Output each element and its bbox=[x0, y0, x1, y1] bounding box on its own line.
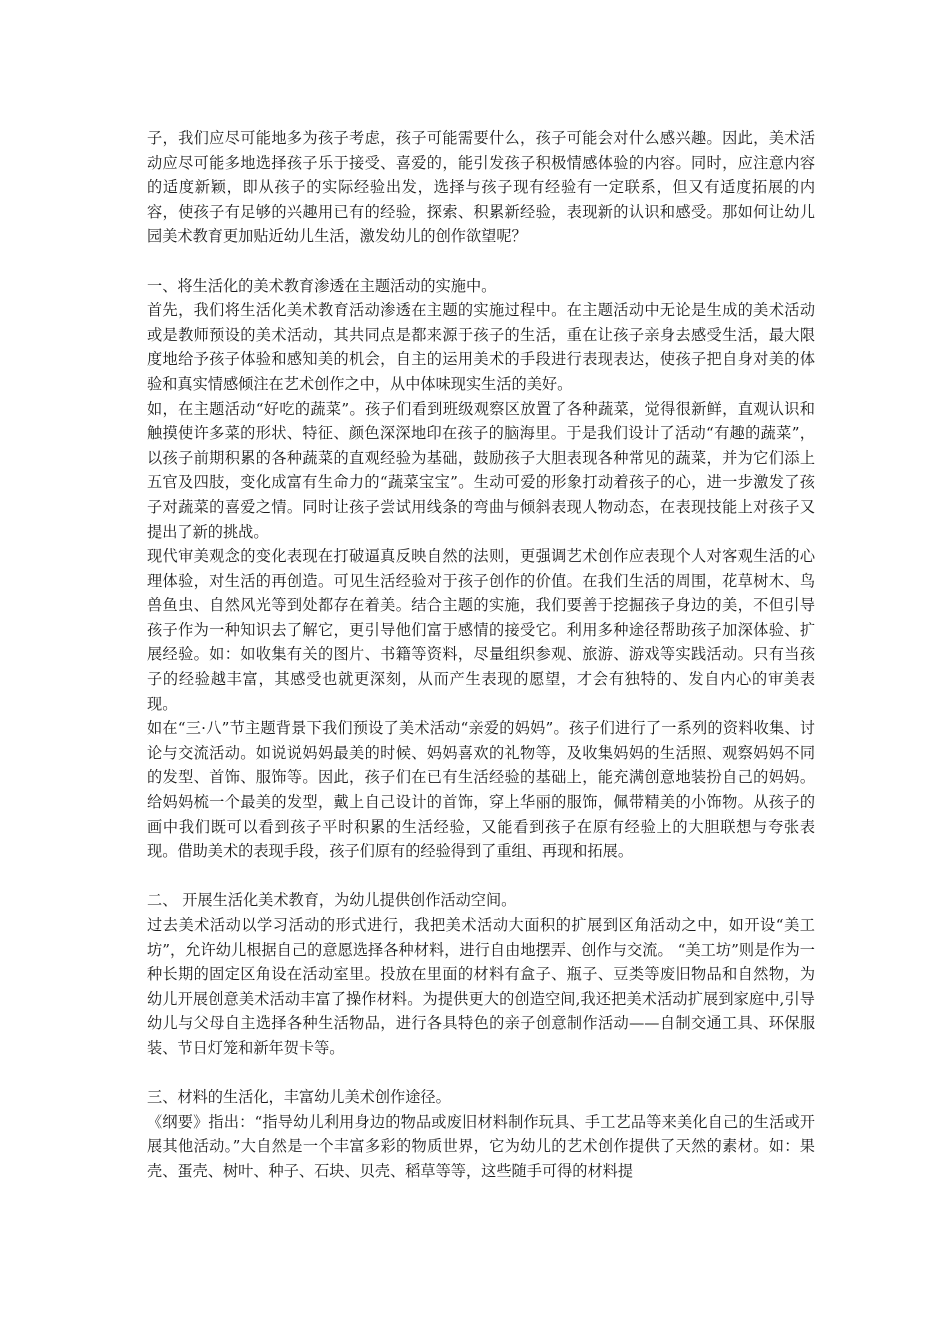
blank-line bbox=[147, 249, 815, 274]
paragraph: 首先，我们将生活化美术教育活动渗透在主题的实施过程中。在主题活动中无论是生成的美术活动或是教师预设的美术活动，其共同点是都来源于孩子的生活，重在让孩子亲身去感受生活，最大限度地给予孩子体验和感知美的机会，自主的运用美术的手段进行表现表达，使孩子把自身对美的体验和真实情感倾注在艺术创作之中，从中体味现实生活的美好。 bbox=[147, 301, 815, 393]
paragraph: 《纲要》指出：“指导幼儿利用身边的物品或废旧材料制作玩具、手工艺品等来美化自己的生活或开展其他活动。”大自然是一个丰富多彩的物质世界，它为幼儿的艺术创作提供了天然的素材。如：果壳、蛋壳、树叶、种子、石块、贝壳、稻草等等，这些随手可得的材料提 bbox=[147, 1112, 815, 1180]
section-heading-1: 一、将生活化的美术教育渗透在主题活动的实施中。 bbox=[147, 276, 497, 295]
blank-line bbox=[147, 1061, 815, 1086]
section-heading-2: 二、 开展生活化美术教育，为幼儿提供创作活动空间。 bbox=[147, 891, 517, 910]
paragraph: 如在“三·八”节主题背景下我们预设了美术活动“亲爱的妈妈”。孩子们进行了一系列的资料收集、讨论与交流活动。如说说妈妈最美的时候、妈妈喜欢的礼物等，及收集妈妈的生活照、观察妈妈不同的发型、首饰、服饰等。因此，孩子们在已有生活经验的基础上，能充满创意地装扮自己的妈妈。给妈妈梳一个最美的发型，戴上自己设计的首饰，穿上华丽的服饰，佩带精美的小饰物。从孩子的画中我们既可以看到孩子平时积累的生活经验，又能看到孩子在原有经验上的大胆联想与夸张表现。借助美术的表现手段，孩子们原有的经验得到了重组、再现和拓展。 bbox=[147, 719, 815, 861]
paragraph: 如，在主题活动“好吃的蔬菜”。孩子们看到班级观察区放置了各种蔬菜，觉得很新鲜，直观认识和触摸使许多菜的形状、特征、颜色深深地印在孩子的脑海里。于是我们设计了活动“有趣的蔬菜”，以孩子前期积累的各种蔬菜的直观经验为基础，鼓励孩子大胆表现各种常见的蔬菜，并为它们添上五官及四肢，变化成富有生命力的“蔬菜宝宝”。生动可爱的形象打动着孩子的心，进一步激发了孩子对蔬菜的喜爱之情。同时让孩子尝试用线条的弯曲与倾斜表现人物动态，在表现技能上对孩子又提出了新的挑战。 bbox=[147, 399, 815, 541]
document-body bbox=[147, 126, 815, 1184]
blank-line bbox=[147, 864, 815, 889]
section-heading-3: 三、材料的生活化，丰富幼儿美术创作途径。 bbox=[147, 1088, 451, 1107]
paragraph-intro: 子，我们应尽可能地多为孩子考虑，孩子可能需要什么，孩子可能会对什么感兴趣。因此，美术活动应尽可能多地选择孩子乐于接受、喜爱的，能引发孩子积极情感体验的内容。同时，应注意内容的适度新颖，即从孩子的实际经验出发，选择与孩子现有经验有一定联系，但又有适度拓展的内容，使孩子有足够的兴趣用已有的经验，探索、积累新经验，表现新的认识和感受。那如何让幼儿园美术教育更加贴近幼儿生活，激发幼儿的创作欲望呢？ bbox=[147, 129, 815, 246]
paragraph: 现代审美观念的变化表现在打破逼真反映自然的法则，更强调艺术创作应表现个人对客观生活的心理体验，对生活的再创造。可见生活经验对于孩子创作的价值。在我们生活的周围，花草树木、鸟兽鱼虫、自然风光等到处都存在着美。结合主题的实施，我们要善于挖掘孩子身边的美，不但引导孩子作为一种知识去了解它，更引导他们富于感情的接受它。利用多种途径帮助孩子加深体验、扩展经验。如：如收集有关的图片、书籍等资料，尽量组织参观、旅游、游戏等实践活动。只有当孩子的经验越丰富，其感受也就更深刻，从而产生表现的愿望，才会有独特的、发自内心的审美表现。 bbox=[147, 547, 815, 713]
paragraph: 过去美术活动以学习活动的形式进行，我把美术活动大面积的扩展到区角活动之中，如开设“美工坊”，允许幼儿根据自己的意愿选择各种材料，进行自由地摆弄、创作与交流。 “美工坊”则是作为一种长期的固定区角设在活动室里。投放在里面的材料有盒子、瓶子、豆类等废旧物品和自然物，为幼儿开展创意美术活动丰富了操作材料。为提供更大的创造空间,我还把美术活动扩展到家庭中,引导幼儿与父母自主选择各种生活物品，进行各具特色的亲子创意制作活动——自制交通工具、环保服装、节日灯笼和新年贺卡等。 bbox=[147, 916, 815, 1057]
